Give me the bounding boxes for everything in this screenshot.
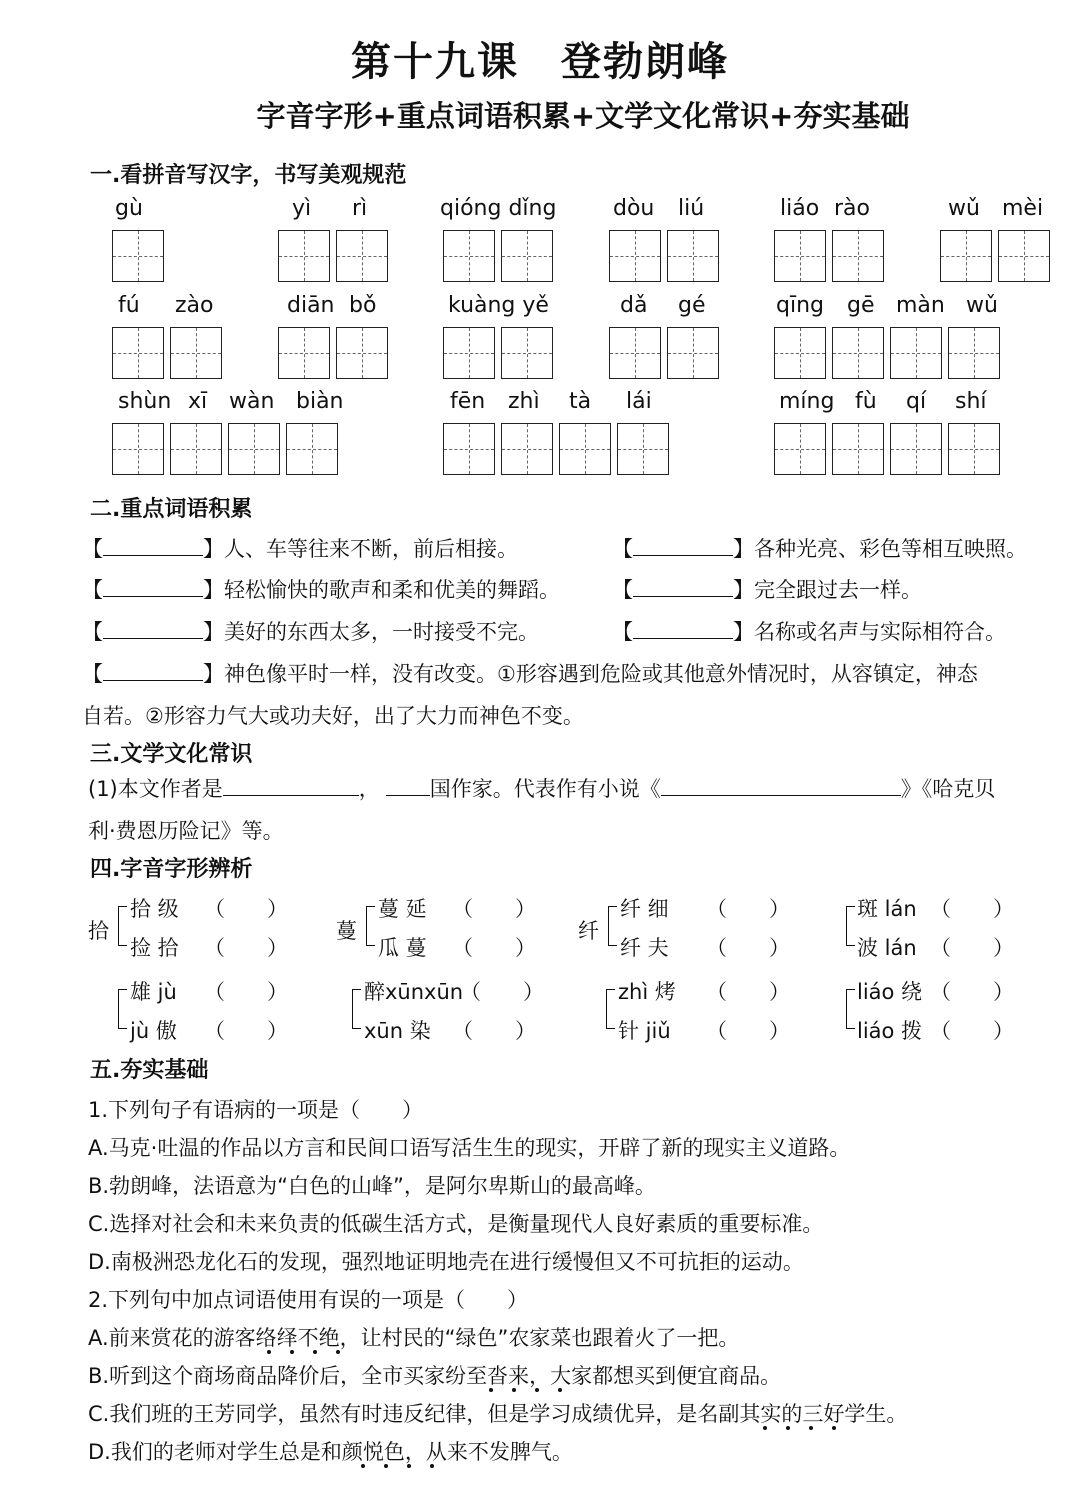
vocab-item: 【 】各种光亮、彩色等相互映照。	[612, 537, 1027, 561]
bracket	[846, 906, 855, 946]
word-item: 针 jiǔ	[618, 1019, 671, 1043]
answer-parens[interactable]: （ ）	[706, 980, 790, 1004]
answer-parens[interactable]: （ ）	[930, 936, 1014, 960]
bracket	[118, 906, 127, 946]
answer-parens[interactable]: （ ）	[706, 936, 790, 960]
writing-box[interactable]	[501, 230, 553, 282]
pinyin: dǎ	[620, 293, 648, 318]
writing-box[interactable]	[443, 327, 495, 379]
emphasis-dot	[512, 1388, 516, 1392]
emphasis-dot	[832, 1426, 836, 1430]
pinyin: rào	[834, 196, 870, 221]
pinyin: liú	[678, 196, 705, 221]
writing-box[interactable]	[832, 423, 884, 475]
answer-parens[interactable]: （ ）	[930, 980, 1014, 1004]
pinyin: zào	[175, 293, 214, 318]
pinyin: wǔ	[966, 293, 998, 318]
option-d[interactable]: D.我们的老师对学生总是和颜悦色，从来不发脾气。	[88, 1440, 573, 1464]
word-item: jù 傲	[130, 1019, 177, 1043]
author-blank[interactable]	[223, 775, 359, 796]
answer-parens[interactable]: （ ）	[930, 1019, 1014, 1043]
emphasis-dot	[430, 1464, 434, 1468]
writing-box[interactable]	[443, 423, 495, 475]
bracket	[118, 989, 127, 1029]
literature-question-cont: 利·费恩历险记》等。	[88, 819, 284, 843]
answer-parens[interactable]: （ ）	[460, 980, 544, 1004]
answer-blank[interactable]	[633, 576, 733, 597]
writing-box[interactable]	[112, 423, 164, 475]
word-item: 拾 级	[130, 897, 179, 921]
pinyin: yì	[292, 196, 312, 221]
bracket	[352, 989, 361, 1029]
writing-box[interactable]	[948, 327, 1000, 379]
vocab-item: 【 】人、车等往来不断，前后相接。	[82, 537, 518, 561]
answer-parens[interactable]: （ ）	[204, 980, 288, 1004]
pinyin: wǔ	[948, 196, 980, 221]
option-b[interactable]: B.勃朗峰，法语意为“白色的山峰”，是阿尔卑斯山的最高峰。	[88, 1174, 656, 1198]
section-2-heading: 二.重点词语积累	[90, 497, 253, 522]
word-item: 纤 细	[620, 897, 669, 921]
page-title: 第十九课 登勃朗峰	[351, 39, 729, 85]
answer-blank[interactable]	[633, 535, 733, 556]
writing-box[interactable]	[617, 423, 669, 475]
group-char: 蔓	[336, 919, 357, 943]
pinyin: fú	[118, 293, 140, 318]
pinyin: rì	[352, 196, 368, 221]
pinyin: gù	[115, 196, 143, 221]
emphasis-dot	[407, 1464, 411, 1468]
question-2: 2.下列句中加点词语使用有误的一项是（ ）	[88, 1288, 529, 1312]
emphasis-dot	[535, 1388, 539, 1392]
writing-box[interactable]	[501, 423, 553, 475]
word-item: 蔓 延	[378, 897, 427, 921]
answer-parens[interactable]: （ ）	[452, 1019, 536, 1043]
question-1: 1.下列句子有语病的一项是（ ）	[88, 1098, 424, 1122]
emphasis-dot	[384, 1464, 388, 1468]
pinyin: kuàng yě	[448, 293, 549, 318]
bracket	[608, 906, 617, 946]
word-item: 醉xūnxūn	[364, 980, 464, 1004]
emphasis-dot	[336, 1350, 340, 1354]
writing-box[interactable]	[278, 327, 330, 379]
writing-box[interactable]	[774, 327, 826, 379]
writing-box[interactable]	[667, 230, 719, 282]
pinyin: diān	[287, 293, 335, 318]
writing-box[interactable]	[774, 423, 826, 475]
writing-box[interactable]	[832, 327, 884, 379]
word-item: 斑 lán	[857, 897, 917, 921]
section-4-heading: 四.字音字形辨析	[90, 857, 253, 882]
writing-box[interactable]	[228, 423, 280, 475]
pinyin: zhì	[508, 389, 540, 414]
writing-box[interactable]	[112, 327, 164, 379]
pinyin: fù	[855, 389, 877, 414]
section-3-heading: 三.文学文化常识	[90, 742, 253, 767]
vocab-item: 【 】完全跟过去一样。	[612, 578, 922, 602]
section-1-heading: 一.看拼音写汉字，书写美观规范	[90, 163, 407, 188]
writing-box[interactable]	[998, 230, 1050, 282]
vocab-item-cont: 自若。②形容力气大或功夫好，出了大力而神色不变。	[82, 704, 584, 728]
novel-blank[interactable]	[661, 775, 901, 796]
vocab-item: 【 】神色像平时一样，没有改变。①形容遇到危险或其他意外情况时，从容镇定，神态	[82, 662, 978, 686]
emphasis-dot	[786, 1426, 790, 1430]
pinyin: gé	[678, 293, 706, 318]
pinyin: màn	[896, 293, 945, 318]
word-item: 波 lán	[857, 936, 917, 960]
word-item: zhì 烤	[618, 980, 676, 1004]
vocab-item: 【 】名称或名声与实际相符合。	[612, 620, 1006, 644]
writing-box[interactable]	[609, 230, 661, 282]
pinyin: lái	[626, 389, 652, 414]
pinyin: shùn	[118, 389, 172, 414]
writing-box[interactable]	[112, 230, 164, 282]
writing-box[interactable]	[609, 327, 661, 379]
pinyin: liáo	[780, 196, 820, 221]
word-item: xūn 染	[364, 1019, 431, 1043]
vocab-item: 【 】轻松愉快的歌声和柔和优美的舞蹈。	[82, 578, 560, 602]
word-item: 纤 夫	[620, 936, 669, 960]
writing-box[interactable]	[940, 230, 992, 282]
emphasis-dot	[558, 1388, 562, 1392]
pinyin: qí	[906, 389, 927, 414]
pinyin: míng	[779, 389, 835, 414]
answer-parens[interactable]: （ ）	[930, 897, 1014, 921]
bracket	[366, 906, 375, 946]
writing-box[interactable]	[501, 327, 553, 379]
pinyin: qióng dǐng	[440, 196, 557, 221]
page-subtitle: 字音字形+重点词语积累+文学文化常识+夯实基础	[256, 99, 910, 133]
writing-box[interactable]	[336, 230, 388, 282]
writing-box[interactable]	[890, 327, 942, 379]
pinyin: xī	[188, 389, 208, 414]
writing-box[interactable]	[286, 423, 338, 475]
option-c[interactable]: C.我们班的王芳同学，虽然有时违反纪律，但是学习成绩优异，是名副其实的三好学生。	[88, 1402, 908, 1426]
pinyin: tà	[569, 389, 592, 414]
writing-box[interactable]	[170, 327, 222, 379]
pinyin: bǒ	[349, 293, 377, 318]
bracket	[606, 989, 615, 1029]
emphasis-dot	[809, 1426, 813, 1430]
group-char: 拾	[88, 919, 109, 943]
writing-box[interactable]	[336, 327, 388, 379]
emphasis-dot	[267, 1350, 271, 1354]
word-item: liáo 绕	[857, 980, 923, 1004]
group-char: 纤	[578, 919, 599, 943]
emphasis-dot	[361, 1464, 365, 1468]
option-a[interactable]: A.前来赏花的游客络绎不绝，让村民的“绿色”农家菜也跟着火了一把。	[88, 1326, 740, 1350]
writing-box[interactable]	[774, 230, 826, 282]
writing-box[interactable]	[890, 423, 942, 475]
pinyin: gē	[847, 293, 875, 318]
writing-box[interactable]	[559, 423, 611, 475]
writing-box[interactable]	[170, 423, 222, 475]
emphasis-dot	[489, 1388, 493, 1392]
answer-parens[interactable]: （ ）	[452, 897, 536, 921]
pinyin: qīng	[776, 293, 824, 318]
writing-box[interactable]	[443, 230, 495, 282]
writing-box[interactable]	[832, 230, 884, 282]
answer-parens[interactable]: （ ）	[452, 936, 536, 960]
writing-box[interactable]	[278, 230, 330, 282]
answer-parens[interactable]: （ ）	[204, 897, 288, 921]
bracket	[846, 989, 855, 1029]
answer-blank[interactable]	[103, 535, 203, 556]
section-5-heading: 五.夯实基础	[90, 1058, 209, 1083]
answer-blank[interactable]	[103, 576, 203, 597]
emphasis-dot	[763, 1426, 767, 1430]
pinyin: biàn	[296, 389, 344, 414]
answer-parens[interactable]: （ ）	[204, 1019, 288, 1043]
pinyin: shí	[955, 389, 987, 414]
country-blank[interactable]	[386, 775, 430, 796]
answer-parens[interactable]: （ ）	[204, 936, 288, 960]
word-item: liáo 拨	[857, 1019, 923, 1043]
pinyin: dòu	[613, 196, 655, 221]
answer-parens[interactable]: （ ）	[706, 897, 790, 921]
answer-parens[interactable]: （ ）	[706, 1019, 790, 1043]
option-c[interactable]: C.选择对社会和未来负责的低碳生活方式，是衡量现代人良好素质的重要标准。	[88, 1212, 824, 1236]
word-item: 雄 jù	[130, 980, 177, 1004]
answer-blank[interactable]	[103, 660, 203, 681]
writing-box[interactable]	[948, 423, 1000, 475]
word-item: 瓜 蔓	[378, 936, 427, 960]
literature-question: (1)本文作者是 ， 国作家。代表作有小说《 》《哈克贝	[88, 777, 996, 801]
word-item: 捡 拾	[130, 936, 179, 960]
option-a[interactable]: A.马克·吐温的作品以方言和民间口语写活生生的现实，开辟了新的现实主义道路。	[88, 1136, 851, 1160]
option-d[interactable]: D.南极洲恐龙化石的发现，强烈地证明地壳在进行缓慢但又不可抗拒的运动。	[88, 1250, 804, 1274]
option-b[interactable]: B.听到这个商场商品降价后，全市买家纷至沓来，大家都想买到便宜商品。	[88, 1364, 782, 1388]
pinyin: mèi	[1002, 196, 1044, 221]
pinyin: wàn	[229, 389, 275, 414]
emphasis-dot	[290, 1350, 294, 1354]
writing-box[interactable]	[667, 327, 719, 379]
emphasis-dot	[313, 1350, 317, 1354]
answer-blank[interactable]	[633, 618, 733, 639]
answer-blank[interactable]	[103, 618, 203, 639]
vocab-item: 【 】美好的东西太多，一时接受不完。	[82, 620, 539, 644]
pinyin: fēn	[450, 389, 486, 414]
